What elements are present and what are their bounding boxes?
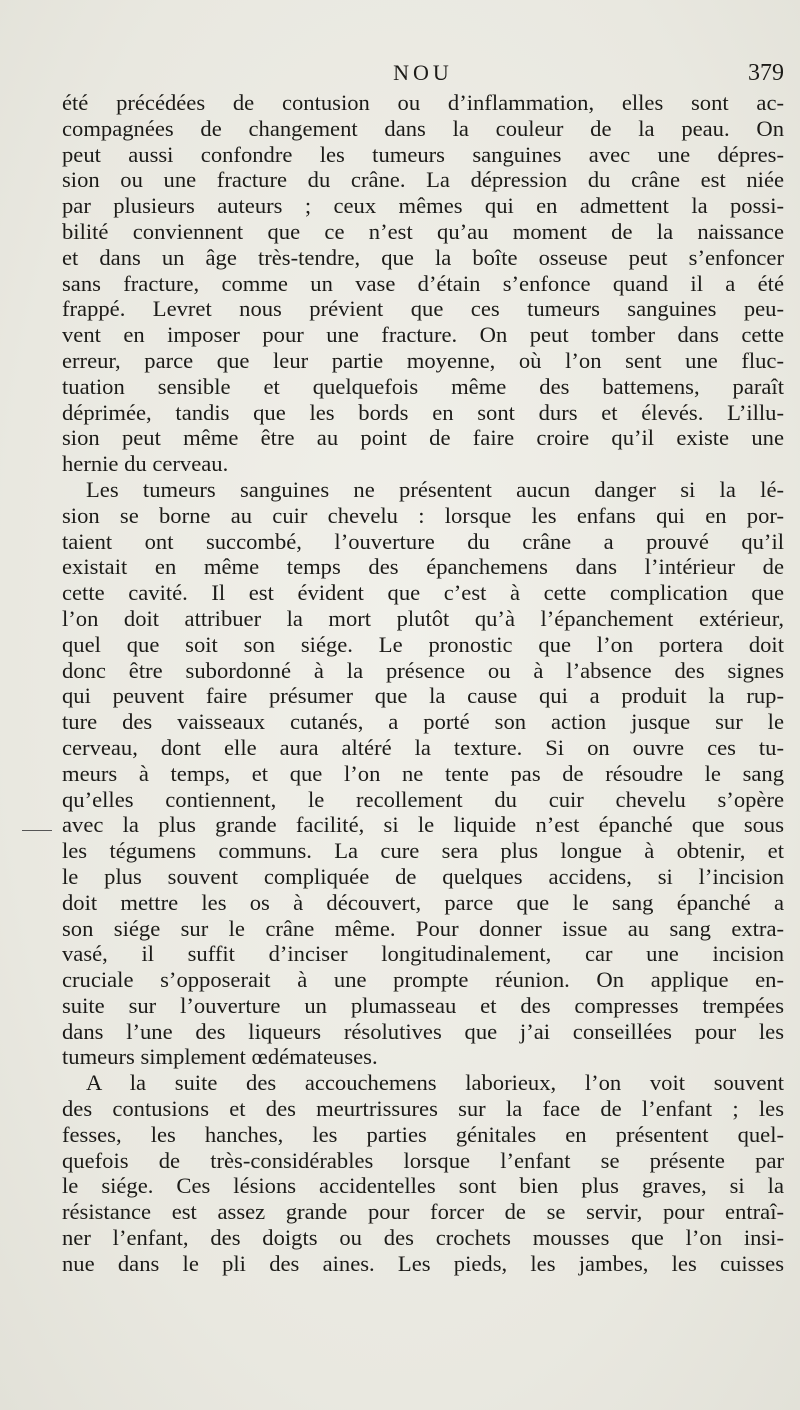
text-line: été précédées de contusion ou d’inflammation, elles sont ac-: [62, 90, 784, 115]
text-line: frappé. Levret nous prévient que ces tumeurs sanguines peu-: [62, 296, 784, 322]
text-line: ture des vaisseaux cutanés, a porté son action jusque sur le: [62, 709, 784, 735]
text-line: ner l’enfant, des doigts ou des crochets mousses que l’on insi-: [62, 1225, 784, 1251]
text-line: qui peuvent faire présumer que la cause qui a produit la rup-: [62, 683, 784, 709]
text-line: résistance est assez grande pour forcer de se servir, pour entraî-: [62, 1199, 784, 1225]
text-line: le siége. Ces lésions accidentelles sont bien plus graves, si la: [62, 1173, 784, 1199]
text-line: sans fracture, comme un vase d’étain s’enfonce quand il a été: [62, 270, 784, 296]
text-line: sion se borne au cuir chevelu : lorsque les enfans qui en por-: [62, 502, 784, 528]
text-line: dans l’une des liqueurs résolutives que j’ai conseillées pour les: [62, 1018, 784, 1044]
text-line: suite sur l’ouverture un plumasseau et des compresses trempées: [62, 992, 784, 1018]
text-line: et dans un âge très-tendre, que la boîte osseuse peut s’enfoncer: [62, 244, 784, 270]
page-number: 379: [748, 60, 784, 86]
text-line: quel que soit son siége. Le pronostic que l’on portera doit: [62, 631, 784, 657]
text-line: hernie du cerveau.: [62, 451, 229, 477]
text-line: cette cavité. Il est évident que c’est à cette complication que: [62, 580, 784, 606]
running-head: NOU: [393, 60, 453, 85]
text-line: le plus souvent compliquée de quelques accidens, si l’incision: [62, 863, 784, 889]
text-line: donc être subordonné à la présence ou à l’absence des signes: [62, 657, 784, 683]
text-line: erreur, parce que leur partie moyenne, où l’on sent une fluc-: [62, 347, 784, 373]
text-line: vent en imposer pour une fracture. On peut tomber dans cette: [62, 322, 784, 348]
page-header: [62, 60, 784, 92]
text-line: par plusieurs auteurs ; ceux mêmes qui en admettent la possi-: [62, 193, 784, 219]
text-line: déprimée, tandis que les bords en sont durs et élevés. L’illu-: [62, 399, 784, 425]
text-line: bilité conviennent que ce n’est qu’au moment de la naissance: [62, 218, 784, 244]
text-line: vasé, il suffit d’inciser longitudinalement, car une incision: [62, 941, 784, 967]
text-line: compagnées de changement dans la couleur de la peau. On: [62, 115, 784, 141]
text-line: fesses, les hanches, les parties génitales en présentent quel-: [62, 1121, 784, 1147]
text-line: meurs à temps, et que l’on ne tente pas de résoudre le sang: [62, 760, 784, 786]
text-line: doit mettre les os à découvert, parce que le sang épanché a: [62, 889, 784, 915]
text-line: taient ont succombé, l’ouverture du crâne a prouvé qu’il: [62, 528, 784, 554]
text-line: A la suite des accouchemens laborieux, l’on voit souvent: [86, 1070, 784, 1096]
text-line: qu’elles contiennent, le recollement du cuir chevelu s’opère: [62, 786, 784, 812]
text-line: existait en même temps des épanchemens dans l’intérieur de: [62, 554, 784, 580]
body-text: [62, 90, 784, 1277]
margin-mark: [22, 830, 52, 831]
text-line: avec la plus grande facilité, si le liquide n’est épanché que sous: [62, 812, 784, 838]
text-line: son siége sur le crâne même. Pour donner issue au sang extra-: [62, 915, 784, 941]
text-line: cerveau, dont elle aura altéré la texture. Si on ouvre ces tu-: [62, 734, 784, 760]
text-line: quefois de très-considérables lorsque l’enfant se présente par: [62, 1147, 784, 1173]
text-line: nue dans le pli des aines. Les pieds, les jambes, les cuisses: [62, 1250, 784, 1276]
text-line: sion peut même être au point de faire croire qu’il existe une: [62, 425, 784, 451]
text-line: l’on doit attribuer la mort plutôt qu’à l’épanchement extérieur,: [62, 605, 784, 631]
text-line: tumeurs simplement œdémateuses.: [62, 1044, 378, 1070]
text-line: sion ou une fracture du crâne. La dépression du crâne est niée: [62, 167, 784, 193]
text-line: peut aussi confondre les tumeurs sanguines avec une dépres-: [62, 141, 784, 167]
text-line: cruciale s’opposerait à une prompte réunion. On applique en-: [62, 967, 784, 993]
text-line: les tégumens communs. La cure sera plus longue à obtenir, et: [62, 838, 784, 864]
text-line: tuation sensible et quelquefois même des battemens, paraît: [62, 373, 784, 399]
text-line: Les tumeurs sanguines ne présentent aucun danger si la lé-: [86, 476, 784, 502]
text-line: des contusions et des meurtrissures sur la face de l’enfant ; les: [62, 1096, 784, 1122]
